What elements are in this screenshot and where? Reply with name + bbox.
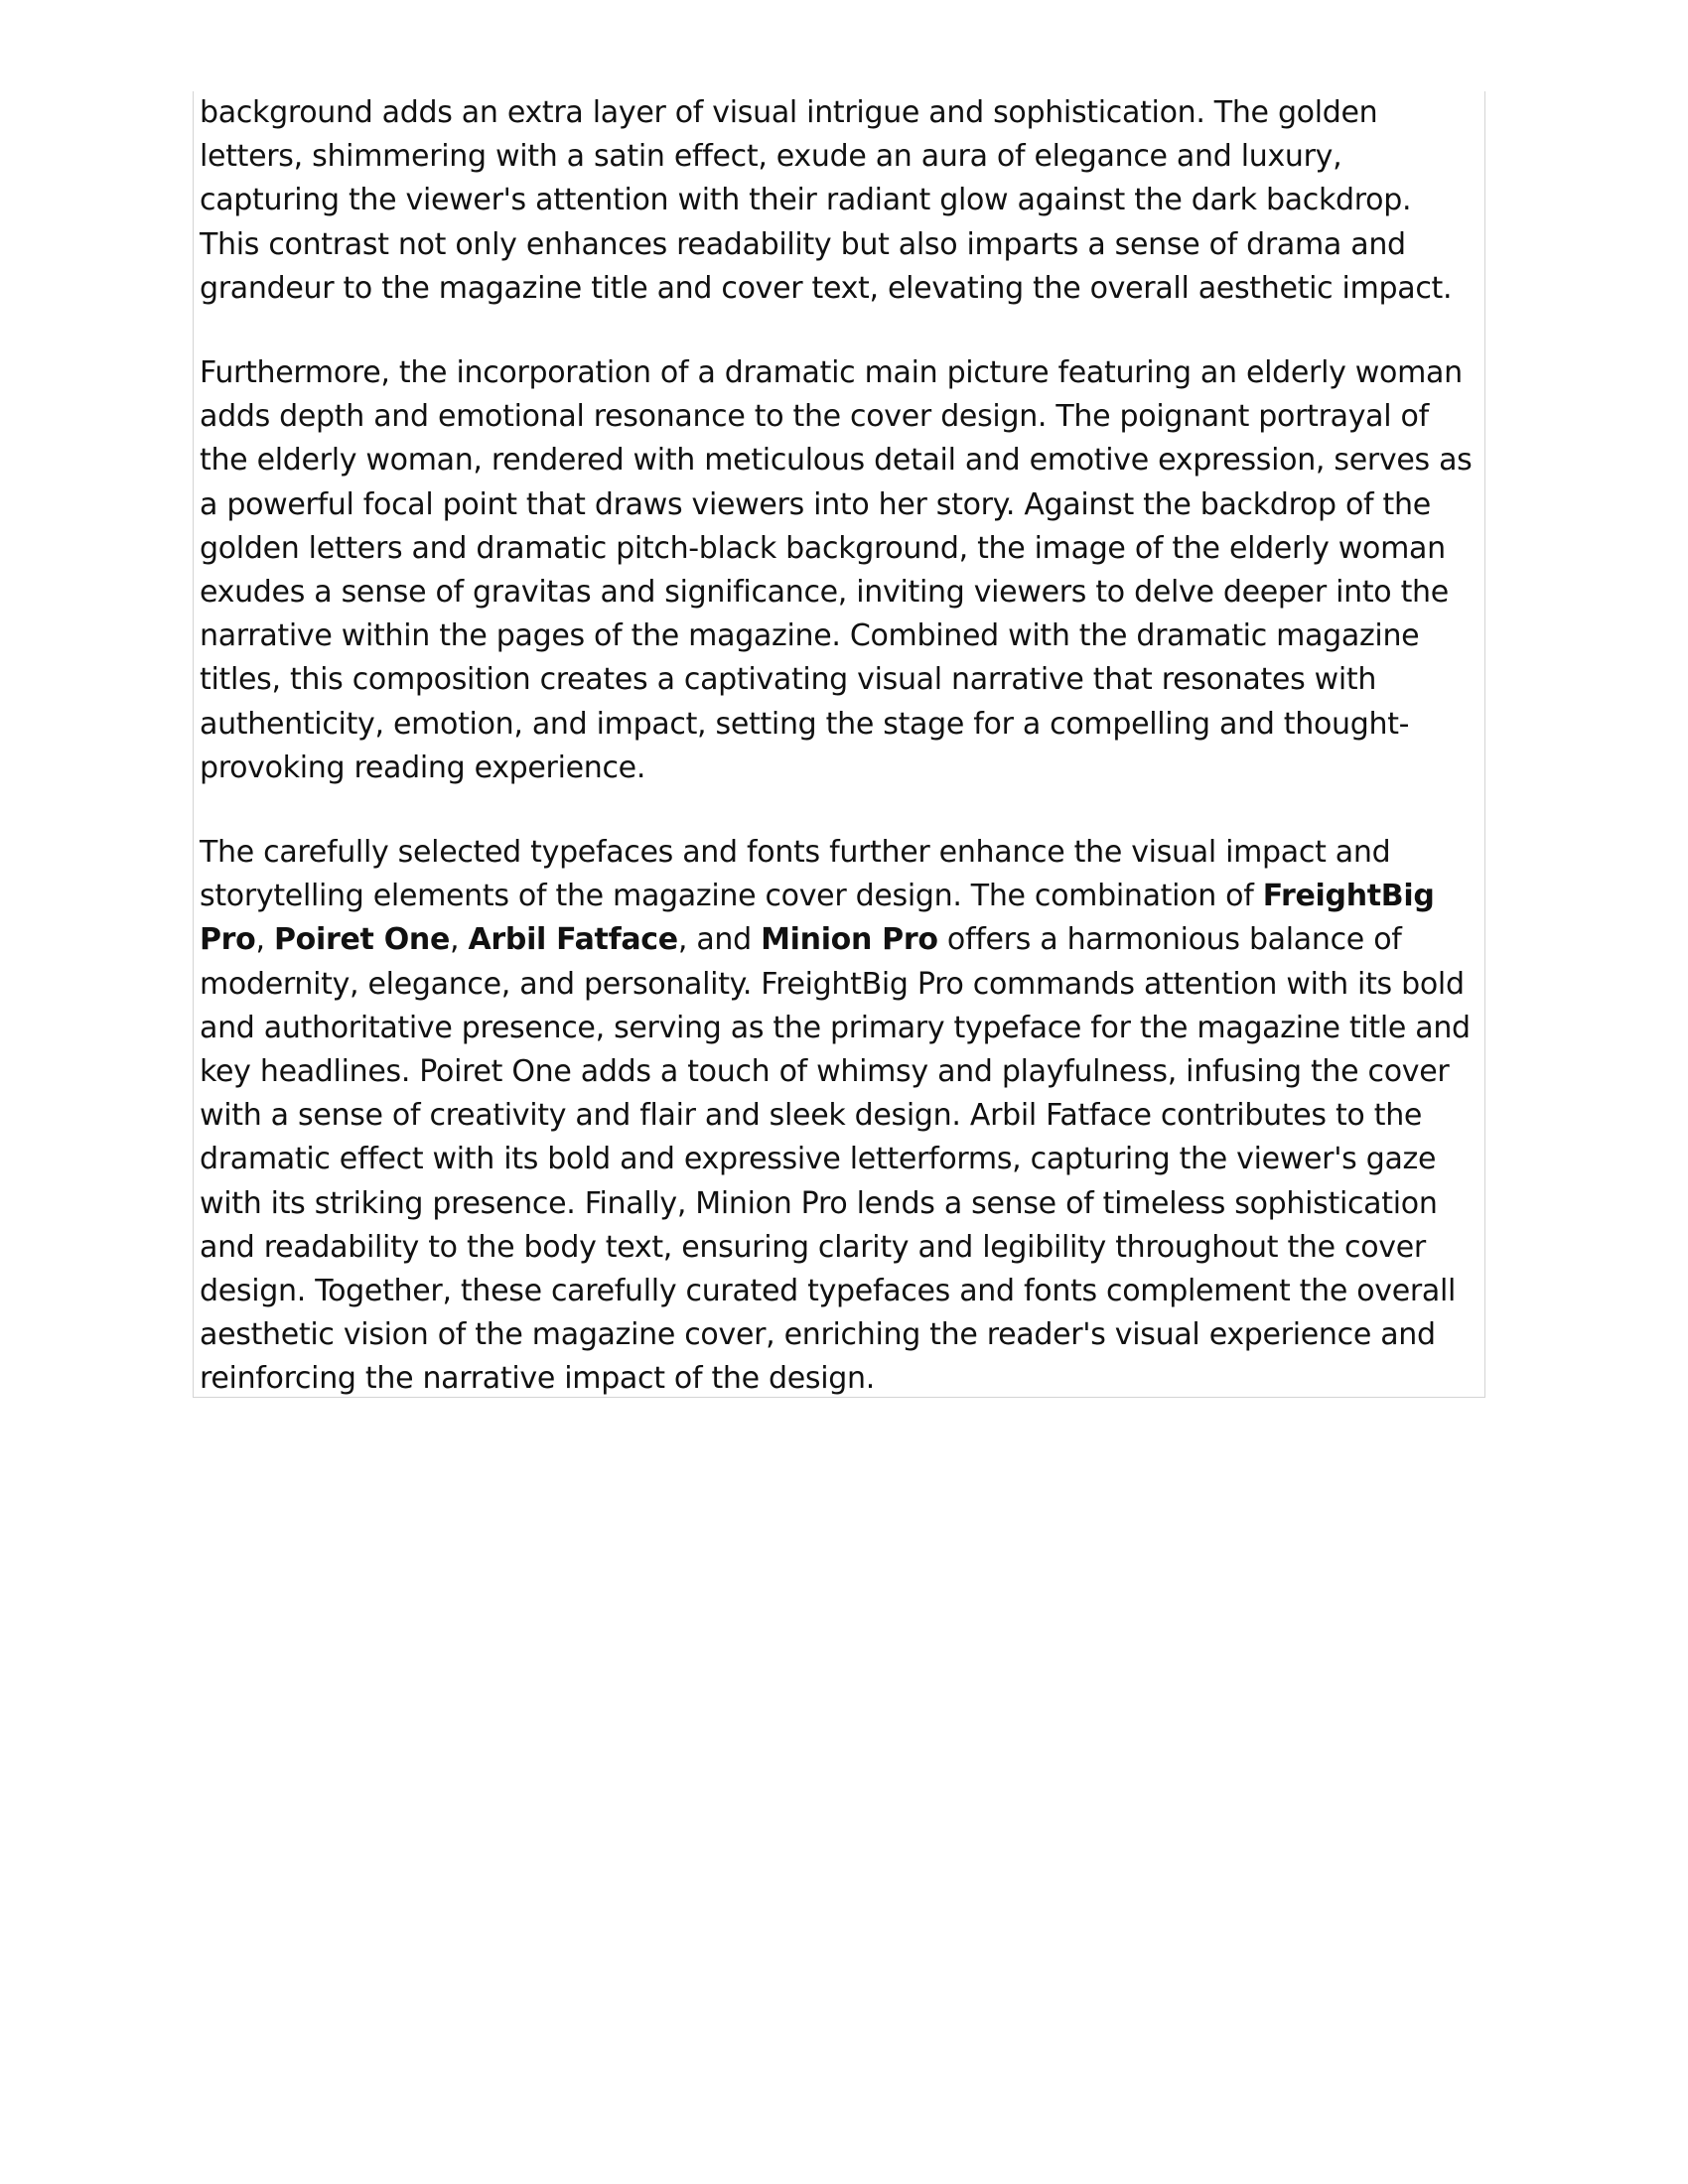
- paragraph-3: [200, 831, 1478, 1402]
- paragraph-3-rest: offers a harmonious balance of modernity, elegance, and personality. FreightBig Pro commands attention with its bold and authoritative presence, serving as the primary typeface for the magazine title and key headlines. Poiret One adds a touch of whimsy and playfulness, infusing the cover with a sense of creativity and flair and sleek design. Arbil Fatface contributes to the dramatic effect with its bold and expressive letterforms, capturing the viewer's gaze with its striking presence. Finally, Minion Pro lends a sense of timeless sophistication and readability to the body text, ensuring clarity and legibility throughout the cover design. Together, these carefully curated typefaces and fonts complement the overall aesthetic vision of the magazine cover, enriching the reader's visual experience and reinforcing the narrative impact of the design.: [200, 922, 1471, 1397]
- font-name-poiret-one: Poiret One: [273, 922, 450, 958]
- font-name-arbil-fatface: Arbil Fatface: [468, 922, 678, 958]
- separator: ,: [450, 922, 469, 958]
- paragraph-3-intro: The carefully selected typefaces and fonts further enhance the visual impact and storytelling elements of the magazine cover design. The combination of: [200, 835, 1391, 914]
- separator: , and: [677, 922, 762, 958]
- separator: ,: [255, 922, 274, 958]
- text-box: [193, 91, 1485, 1398]
- paragraph-1: background adds an extra layer of visual intrigue and sophistication. The golden letters, shimmering with a satin effect, exude an aura of elegance and luxury, capturing the viewer's attention with their radiant glow against the dark backdrop. This contrast not only enhances readability but also imparts a sense of drama and grandeur to the magazine title and cover text, elevating the overall aesthetic impact.: [200, 95, 1453, 306]
- font-name-minion-pro: Minion Pro: [761, 922, 938, 958]
- font-name-freightbig-pro: FreightBig Pro: [200, 879, 1435, 958]
- paragraph-2: Furthermore, the incorporation of a dramatic main picture featuring an elderly woman adds depth and emotional resonance to the cover design. The poignant portrayal of the elderly woman, rendered with meticulous detail and emotive expression, serves as a powerful focal point that draws viewers into her story. Against the backdrop of the golden letters and dramatic pitch-black background, the image of the elderly woman exudes a sense of gravitas and significance, inviting viewers to delve deeper into the narrative within the pages of the magazine. Combined with the dramatic magazine titles, this composition creates a captivating visual narrative that resonates with authenticity, emotion, and impact, setting the stage for a compelling and thought-provoking reading experience.: [200, 355, 1473, 785]
